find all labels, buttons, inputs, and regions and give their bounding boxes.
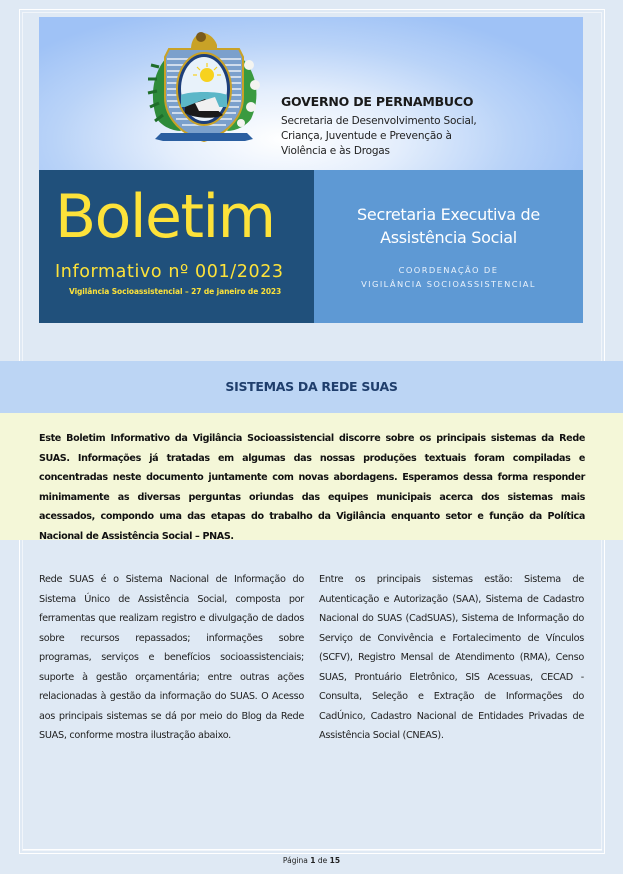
body-right-column: Entre os principais sistemas estão: Sistema de Autenticação e Autorização (SAA), Sistema de Cadastro Nacional do SUAS (CadSUAS), Sistema de Informação do Serviço de Convivência e Fortalecimento de Vínculos (SCFV), Registro Mensal de Atendimento (RMA), Censo SUAS, Prontuário Eletrônico, SIS Acessuas, CECAD - Consulta, Seleção e Extração de Informações do CadÚnico, Cadastro Nacional de Entidades Privadas de Assistência Social (CNEAS).	[319, 574, 584, 741]
bulletin-subtitle: Vigilância Socioassistencial – 27 de janeiro de 2023	[69, 287, 282, 296]
current-page: 1	[310, 856, 316, 865]
government-subtitle: Secretaria de Desenvolvimento Social, Criança, Juventude e Prevenção à Violência e às Drogas	[281, 115, 477, 157]
section-title: SISTEMAS DA REDE SUAS	[225, 379, 398, 394]
coordination-label	[314, 263, 583, 291]
secretariat-name: Secretaria Executiva de Assistência Social	[357, 205, 540, 247]
header-banner	[39, 17, 583, 170]
footer-divider	[23, 849, 602, 850]
bulletin-title-box	[39, 170, 314, 323]
page-footer	[0, 856, 623, 865]
page-label: Página	[282, 856, 308, 865]
section-header	[0, 361, 623, 413]
bulletin-title: Boletim	[55, 182, 275, 252]
government-title: GOVERNO DE PERNAMBUCO	[281, 94, 474, 109]
secretariat-box	[314, 170, 583, 323]
of-label: de	[317, 856, 328, 865]
total-pages: 15	[329, 856, 341, 865]
coordination-line-2: VIGILÂNCIA SOCIOASSISTENCIAL	[361, 279, 536, 289]
intro-box	[0, 413, 623, 540]
body-left-column: Rede SUAS é o Sistema Nacional de Informação do Sistema Único de Assistência Social, composta por ferramentas que realizam registro e divulgação de dados sobre recursos repassados; informações sobre programas, serviços e benefícios socioassistenciais; suporte à gestão orçamentária; entre outras ações relacionadas à gestão da informação do SUAS. O Acesso aos principais sistemas se dá por meio do Blog da Rede SUAS, conforme mostra ilustração abaixo.	[39, 574, 304, 741]
intro-paragraph: Este Boletim Informativo da Vigilância Socioassistencial discorre sobre os principais sistemas da Rede SUAS. Informações já tratadas em algumas das nossas produções textuais foram compiladas e concentradas neste documento juntamente com novas abordagens. Esperamos dessa forma responder minimamente as diversas perguntas oriundas das equipes municipais acerca dos sistemas mais acessados, compondo uma das etapas do trabalho da Vigilância enquanto setor e função da Política Nacional de Assistência Social – PNAS.	[39, 433, 585, 542]
coordination-line-1: COORDENAÇÃO DE	[398, 265, 499, 275]
bulletin-number: Informativo nº 001/2023	[55, 262, 284, 282]
coat-of-arms-icon	[145, 27, 263, 147]
